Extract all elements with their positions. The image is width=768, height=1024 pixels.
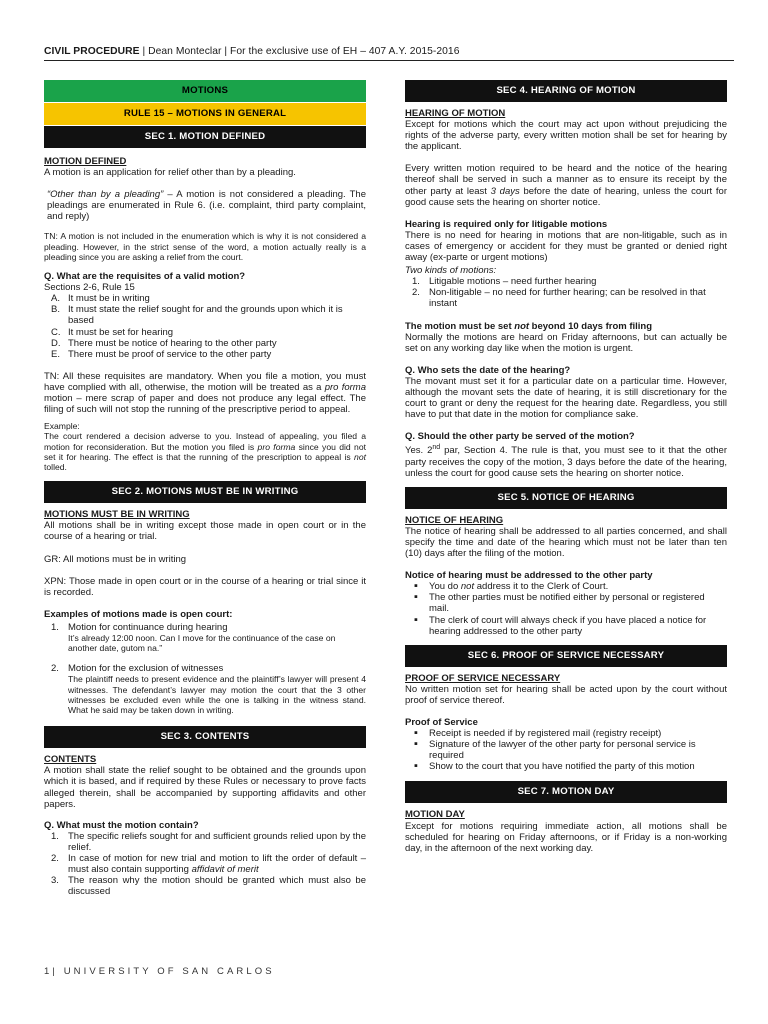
sec4-paragraph-2: [405, 163, 727, 207]
course-title: CIVIL PROCEDURE: [44, 46, 140, 57]
sec5-banner: SEC 5. NOTICE OF HEARING: [405, 487, 727, 509]
b1-text-a: You do: [429, 581, 461, 593]
list-item: [405, 287, 727, 309]
list-marker: 2.: [51, 853, 59, 865]
list-item-text: There must be proof of service to the other party: [68, 348, 272, 360]
list-marker: B.: [51, 304, 60, 316]
list-item: [44, 622, 366, 654]
sec6-section: [405, 673, 727, 773]
example-text-b: since you did not set it for hearing. The effect is that the running of the prescription to appeal is: [44, 441, 366, 462]
sec7-banner: SEC 7. MOTION DAY: [405, 781, 727, 803]
sec2-paragraph: All motions shall be in writing except those made in open court or in the course of a hearing or trial.: [44, 520, 366, 543]
list-marker: D.: [51, 337, 61, 349]
bullet-text: The clerk of court will always check if you have placed a notice for hearing addressed to the other party: [429, 614, 707, 637]
footer-university: | UNIVERSITY OF SAN CARLOS: [52, 966, 275, 977]
examples-heading: Examples of motions made is open court:: [44, 608, 233, 620]
served-question: Q. Should the other party be served of the motion?: [405, 431, 635, 443]
requisites-sections: Sections 2-6, Rule 15: [44, 282, 135, 294]
exception: XPN: Those made in open court or in the course of a hearing or trial since it is recorded.: [44, 575, 366, 598]
list-marker: 1.: [51, 621, 59, 633]
bullet-text: [429, 581, 727, 592]
p2-text-b: before the date of hearing, unless the court for good cause sets the hearing on shorter notice.: [405, 185, 727, 208]
bullet-item: [405, 592, 727, 614]
p2-italic: 3 days: [490, 185, 520, 197]
sec4-heading: HEARING OF MOTION: [405, 108, 506, 119]
bullet-text: Signature of the lawyer of the other party for personal service is required: [429, 739, 696, 762]
list-item: [44, 349, 366, 360]
bullet-icon: ▪: [414, 613, 418, 626]
example-not: not: [354, 451, 366, 462]
a2-text-a: Yes. 2: [405, 445, 433, 457]
p2-text-a: Every written motion required to be heard and the notice of the hearing thereof shall be served in such a manner as to ensure its receipt by the other party at least: [405, 163, 727, 197]
list-item-body: [68, 663, 366, 715]
list-item-text: Non-litigable – no need for further hearing; can be resolved in that instant: [429, 287, 706, 310]
page-header: [44, 46, 734, 61]
who-sets-question: Q. Who sets the date of the hearing?: [405, 364, 571, 376]
list-item: [44, 831, 366, 853]
motion-definition: A motion is an application for relief other than by a pleading.: [44, 167, 296, 179]
list-marker: 2.: [51, 663, 59, 675]
quote-rest: – A motion is not considered a pleading. The pleadings are enumerated in Rule 6. (i.e. complaint, third party complaint, and reply): [47, 189, 366, 223]
rule-15-banner: RULE 15 – MOTIONS IN GENERAL: [44, 103, 366, 125]
list-item: [44, 304, 366, 326]
list-item: [44, 663, 366, 715]
example-text-c: tolled.: [44, 462, 67, 473]
list-item: [44, 338, 366, 349]
sec6-heading: PROOF OF SERVICE NECESSARY: [405, 672, 561, 684]
sec1-section: [44, 156, 366, 472]
page-footer: [44, 966, 275, 977]
sec4-banner: SEC 4. HEARING OF MOTION: [405, 80, 727, 102]
example-italic: pro forma: [257, 441, 296, 452]
sec3-paragraph: A motion shall state the relief sought to be obtained and the grounds upon which it is based, and if required by these Rules or necessary to prove facts alleged therein, shall be accompanied by supporting affidavits and other papers.: [44, 765, 366, 810]
tn-note-2: [44, 371, 366, 415]
two-kinds-label: Two kinds of motions:: [405, 265, 497, 277]
bullet-text: The other parties must be notified either by personal or registered mail.: [429, 592, 705, 615]
example-text-a: The court rendered a decision adverse to you. Instead of appealing, you filed a motion for reconsideration. But the motion you filed is: [44, 431, 366, 452]
tn-note-1: TN: A motion is not included in the enumeration which is why it is not considered a pleading. However, in the strict sense of the word, a motion actually really is a pleading since you are asking a relief from the court.: [44, 231, 366, 262]
tn2-italic: pro forma: [324, 381, 366, 393]
list-item-text: Litigable motions – need further hearing: [429, 276, 597, 288]
left-column: [44, 80, 366, 897]
sec2-banner: SEC 2. MOTIONS MUST BE IN WRITING: [44, 481, 366, 503]
b1-text-b: address it to the Clerk of Court.: [474, 581, 609, 593]
sec6-paragraph: No written motion set for hearing shall be acted upon by the court without proof of service thereof.: [405, 683, 727, 706]
notice-subheading: Notice of hearing must be addressed to the other party: [405, 570, 653, 582]
sec5-heading: NOTICE OF HEARING: [405, 514, 504, 526]
list-marker: 1.: [51, 830, 59, 842]
list-item-text: It must be set for hearing: [68, 326, 174, 338]
list-marker: 1.: [412, 276, 420, 288]
list-item-text: It must be in writing: [68, 293, 150, 305]
bullet-item: [405, 581, 727, 592]
a2-text-b: par, Section 4. The rule is that, you must see to it that the other party receives the copy of the motion, 3 days before the date of the hearing, unless the court for good cause sets the hearing on shorter notice.: [405, 445, 728, 479]
other-than-pleading-note: [44, 189, 366, 222]
list-marker: E.: [51, 348, 60, 360]
sec3-section: [44, 754, 366, 897]
ten-days-heading: [405, 321, 727, 332]
list-item-text-a: In case of motion for new trial and motion to lift the order of default – must also contain supporting: [68, 853, 366, 876]
b1-italic: not: [460, 581, 475, 593]
right-column: [405, 80, 727, 854]
bullet-text: Receipt is needed if by registered mail (registry receipt): [429, 728, 662, 740]
sec2-section: [44, 509, 366, 715]
list-item: [44, 853, 366, 875]
list-item-body: [68, 622, 366, 654]
general-rule: GR: All motions must be in writing: [44, 553, 187, 565]
list-item-text: There must be notice of hearing to the other party: [68, 337, 277, 349]
quote-italic: “Other than by a pleading”: [47, 189, 164, 201]
example-text: [44, 431, 366, 472]
motions-banner: MOTIONS: [44, 80, 366, 102]
h3-text-a: The motion must be set: [405, 320, 515, 332]
bullet-icon: ▪: [414, 580, 418, 593]
bullet-text: Show to the court that you have notified the party of this motion: [429, 761, 695, 773]
list-item-text: The reason why the motion should be granted which must also be discussed: [68, 875, 366, 898]
list-item: [44, 875, 366, 897]
who-sets-answer: The movant must set it for a particular date on a particular time. However, although the movant sets the date of hearing, it is still discretionary for the court to grant or deny the request for the hearing date. Regardless, you still have to put that date in the motion for compliance sake.: [405, 375, 727, 421]
list-item-text: The specific reliefs sought for and sufficient grounds relied upon by the relief.: [68, 830, 366, 853]
list-item-italic: affidavit of merit: [191, 864, 259, 876]
list-marker: A.: [51, 293, 60, 305]
list-marker: 2.: [412, 287, 420, 299]
bullet-icon: ▪: [414, 760, 418, 773]
contents-question: Q. What must the motion contain?: [44, 819, 199, 831]
sec7-paragraph: Except for motions requiring immediate action, all motions shall be scheduled for hearing on Friday afternoons, or if Friday is a non-working day, in the afternoon of the next working day.: [405, 820, 727, 854]
bullet-icon: ▪: [414, 738, 418, 751]
list-item: [44, 327, 366, 338]
a2-superscript: nd: [432, 444, 441, 452]
sec1-banner: SEC 1. MOTION DEFINED: [44, 126, 366, 148]
page-number: 1: [44, 966, 53, 977]
header-details: | Dean Monteclar | For the exclusive use of EH – 407 A.Y. 2015-2016: [139, 46, 460, 57]
list-marker: 3.: [51, 875, 59, 887]
list-item-title: Motion for continuance during hearing: [68, 621, 228, 633]
sec5-section: [405, 515, 727, 637]
litigable-heading: Hearing is required only for litigable motions: [405, 218, 608, 230]
list-item-title: Motion for the exclusion of witnesses: [68, 663, 224, 675]
litigable-paragraph: There is no need for hearing in motions that are non-litigable, such as in cases of emergency or accident for they must be granted or denied right away (ex-parte or urgent motions): [405, 229, 727, 264]
sec1-heading: MOTION DEFINED: [44, 156, 127, 167]
sec7-heading: MOTION DAY: [405, 809, 465, 821]
sec2-heading: MOTIONS MUST BE IN WRITING: [44, 509, 190, 521]
bullet-item: [405, 615, 727, 637]
list-item-text: [68, 853, 366, 875]
sec3-heading: CONTENTS: [44, 754, 97, 766]
requisites-list: [44, 293, 366, 360]
requisites-question: Q. What are the requisites of a valid motion?: [44, 271, 246, 283]
ten-days-paragraph: Normally the motions are heard on Friday afternoons, but can actually be set on any working day like when the motion is urgent.: [405, 331, 727, 354]
list-marker: C.: [51, 326, 61, 338]
tn2-text-a: TN: All these requisites are mandatory. When you file a motion, you must have complied with all, otherwise, the motion will be treated as a: [44, 370, 366, 393]
list-item: [44, 293, 366, 304]
list-item-detail: The plaintiff needs to present evidence and the plaintiff’s lawyer will present 4 witnesses. The defendant’s lawyer may motion the court that the 3 other witnesses be excluded even while the one is talking in the witness stand. What he said may be taken down in writing.: [68, 674, 366, 716]
bullet-item: [405, 739, 727, 761]
proof-subheading: Proof of Service: [405, 717, 478, 728]
sec4-section: [405, 108, 727, 479]
tn2-text-b: motion – mere scrap of paper and does not produce any legal effect. The filing of such will not stop the running of the prescriptive period to appeal.: [44, 393, 366, 416]
bullet-item: [405, 728, 727, 739]
h3-text-b: beyond 10 days from filing: [529, 320, 653, 332]
h3-italic: not: [514, 320, 530, 332]
sec4-paragraph-1: Except for motions which the court may act upon without prejudicing the rights of the adverse party, every written motion shall be set for hearing by the applicant.: [405, 119, 727, 153]
bullet-item: [405, 761, 727, 772]
example-label: Example:: [44, 421, 80, 432]
list-item-detail: It’s already 12:00 noon. Can I move for the continuance of the case on another date, gutom na.”: [68, 632, 336, 654]
sec6-banner: SEC 6. PROOF OF SERVICE NECESSARY: [405, 645, 727, 667]
list-item: [405, 276, 727, 287]
sec5-paragraph: The notice of hearing shall be addressed to all parties concerned, and shall specify the time and date of the hearing which must not be later than ten (10) days after the filing of the motion.: [405, 525, 727, 560]
bullet-icon: ▪: [414, 727, 418, 740]
bullet-icon: ▪: [414, 591, 418, 604]
sec3-banner: SEC 3. CONTENTS: [44, 726, 366, 748]
sec7-section: [405, 809, 727, 853]
list-item-text: It must state the relief sought for and the grounds upon which it is based: [68, 304, 343, 327]
served-answer: [405, 442, 727, 478]
